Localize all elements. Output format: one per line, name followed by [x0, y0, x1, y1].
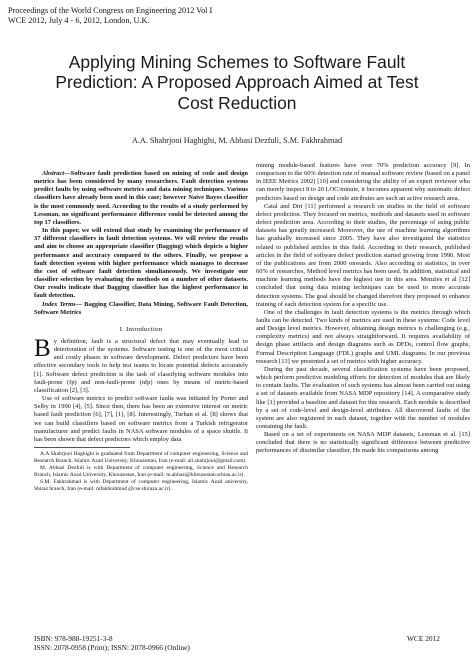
right-paragraph-1: mining module-based features have over 70% prediction accuracy [9]. In comparison to the 60% detection rate of manual software review (based on a panel in IEEE Metrics 2002) [10] and considering the ability of an expert reviewer who can merely inspect 8 to 20 LOC/minute, it becomes apparent why automatic defect predictors based on design and code attributes are such an active research area. [256, 162, 470, 202]
left-column [34, 170, 248, 492]
author-list: A.A. Shahrjooi Haghighi, M. Abbasi Dezfuli, S.M. Fakhrahmad [131, 136, 343, 145]
abstract [34, 170, 248, 227]
footnote-divider [34, 447, 130, 448]
footnote-author-2: M. Abbasi Dezfuli is with Department of computer engineering, Science and Research Branch, Islamic Azad University, Khouzestan, Iran (e-mail: m.abbasi@khouzestan.srbiau.ac.ir). [34, 464, 248, 478]
right-paragraph-3: One of the challenges in fault detection systems is the metrics through which faults can be detected. Two kinds of metrics are used in these systems: Code level and Design level metrics. However, obtaining design metrics is challenging (e.g., complexity metrics) and not always straightforward. It requires availability of design phase artifacts and design diagrams such as DFDs, control flow graphs, Formal Description Language (FDL) graphs and UML diagrams. In our previous research [13] we presented a set of metrics with higher accuracy. [256, 308, 470, 365]
section-heading-introduction: I. Introduction [119, 325, 163, 333]
index-terms-label: Index Terms [42, 300, 76, 308]
index-terms [34, 301, 248, 317]
header-conference: WCE 2012, July 4 - 6, 2012, London, U.K. [8, 16, 150, 25]
abstract-paragraph-2: In this paper, we will extend that study by examining the performance of 37 different classifiers in fault detection systems. We will review the results and aim to choose an appropriate classifier (Bagging) which depicts a higher performance and accuracy compared to the others. Finally, we propose a fault detection system with higher performance which manages to decrease the cost of software fault detection simultaneously. We investigate our classifier selection by evaluating the methods on a number of other datasets. Our results indicate that Bagging classifier has the highest performance in fault detection. [34, 227, 248, 300]
right-paragraph-5: Based on a set of experiments on NASA MDP datasets, Lessman et al. [15] concluded that there is no statistically significant difference between predictive performances of dissimilar classifier. He made his comparisons among [256, 431, 470, 455]
drop-cap: B [34, 334, 51, 362]
footnote-author-1: A.A Shahrjooi Haghighi is graduated from Department of computer engineering, Science and Research Branch, Islamic Azad University, Khouzestan, Iran (e-mail: ali.shahrjooi@gmail.com). [34, 451, 248, 464]
right-column [256, 162, 470, 456]
footer-issn: ISSN: 2078-0958 (Print); ISSN: 2078-0966 (Online) [34, 643, 190, 652]
intro-paragraph-1 [34, 334, 248, 395]
index-terms-text: — Bagging Classifier, Data Mining, Software Fault Detection, Software Metrics [34, 300, 248, 316]
running-header [8, 6, 212, 26]
header-proceedings: Proceedings of the World Congress on Engineering 2012 Vol I [8, 6, 213, 15]
abstract-text: —Software fault prediction based on mining of code and design metrics has been considered by many researchers. Fault detection systems predict faults by using software metrics and data mining techniques. Various classifiers have already been used in this case; however Naive Bayes classifier is the most commonly used. According to the results of a study performed by Lessman, no significant performance difference could be detected among the top 17 classifiers. [34, 170, 248, 226]
intro-paragraph-2: Use of software metrics to predict software faults was initiated by Porter and Selby in 1990 [4], [5]. Since then, there has been an extensive interest on metric based fault prediction [6], [7], [1], [8]. Interestingly, Turhan et al. [8] shows that we can build classifiers based on software metrics from a Turkish refrigerator manufacturer and predict faults in NASA software modules of a space shuttle. It has been shown that defect predictors which employ data [34, 395, 248, 443]
paper-title: Applying Mining Schemes to Software Fault Prediction: A Proposed Approach Aimed at Test Cost Reduction [55, 52, 419, 113]
intro-paragraph-1-text: y definition, fault is a structural defect that may eventually lead to deterioration of the systems. Software testing is one of the most critical and costly phases in software development. Defect predictors have been effective secondary tools to help test teams to locate potential defects accurately [1]. Software defect prediction is the task of classifying software modules into fault-prone (fp) and non-fault-prone (nfp) ones by means of metric-based classification [2], [3]. [34, 337, 248, 394]
abstract-label: Abstract [42, 170, 65, 177]
footer-isbn: ISBN: 978-988-19251-3-8 [34, 634, 113, 643]
page-footer [34, 634, 190, 652]
right-paragraph-4: During the past decade, several classification systems have been proposed, which perform predictive modeling efforts for detection of modules that are likely to contain faults. The evaluation of such systems has almost been carried out using a set of datasets available from NASA MDP repository [14]. A comparative study like [1] provided a baseline and dataset for this research. Each module is described by a set of code-level and design-level attributes. All discovered faults of the system are also registered in each dataset, together with the number of modules containing the fault. [256, 365, 470, 430]
footnote-author-3: S.M. Fakhrahmad is with Department of computer engineering, Islamic Azad university, Shiraz branch, Iran (e-mail: mfakhrahmad @cse.shirazu.ac.ir). [34, 478, 248, 492]
footer-conference-tag: WCE 2012 [406, 634, 440, 643]
right-paragraph-2: Catal and Diri [11] performed a research on studies in the field of software defect prediction. They focused on metrics, methods and datasets used in software defect prediction area. According to their studies, the percentage of using public datasets has greatly increased. Moreover, the use of machine learning algorithms has gradually increased since 2005. They have also investigated the statistics related to published articles in this field. According to their research, published articles in the field of software defect prediction started growing from 1990. Most of the publications are from 2000 onwards. Also according to statistics, in over 60% of researches, Method level metrics has been used. In addition, statistical and machine learning methods have the highest use in this area. Menzies et al [12] concluded that using data mining techniques can be used to more accurate detection systems. The goal should be changed therefore they proposed to enhance training of each detection system for a specific use. [256, 202, 470, 308]
